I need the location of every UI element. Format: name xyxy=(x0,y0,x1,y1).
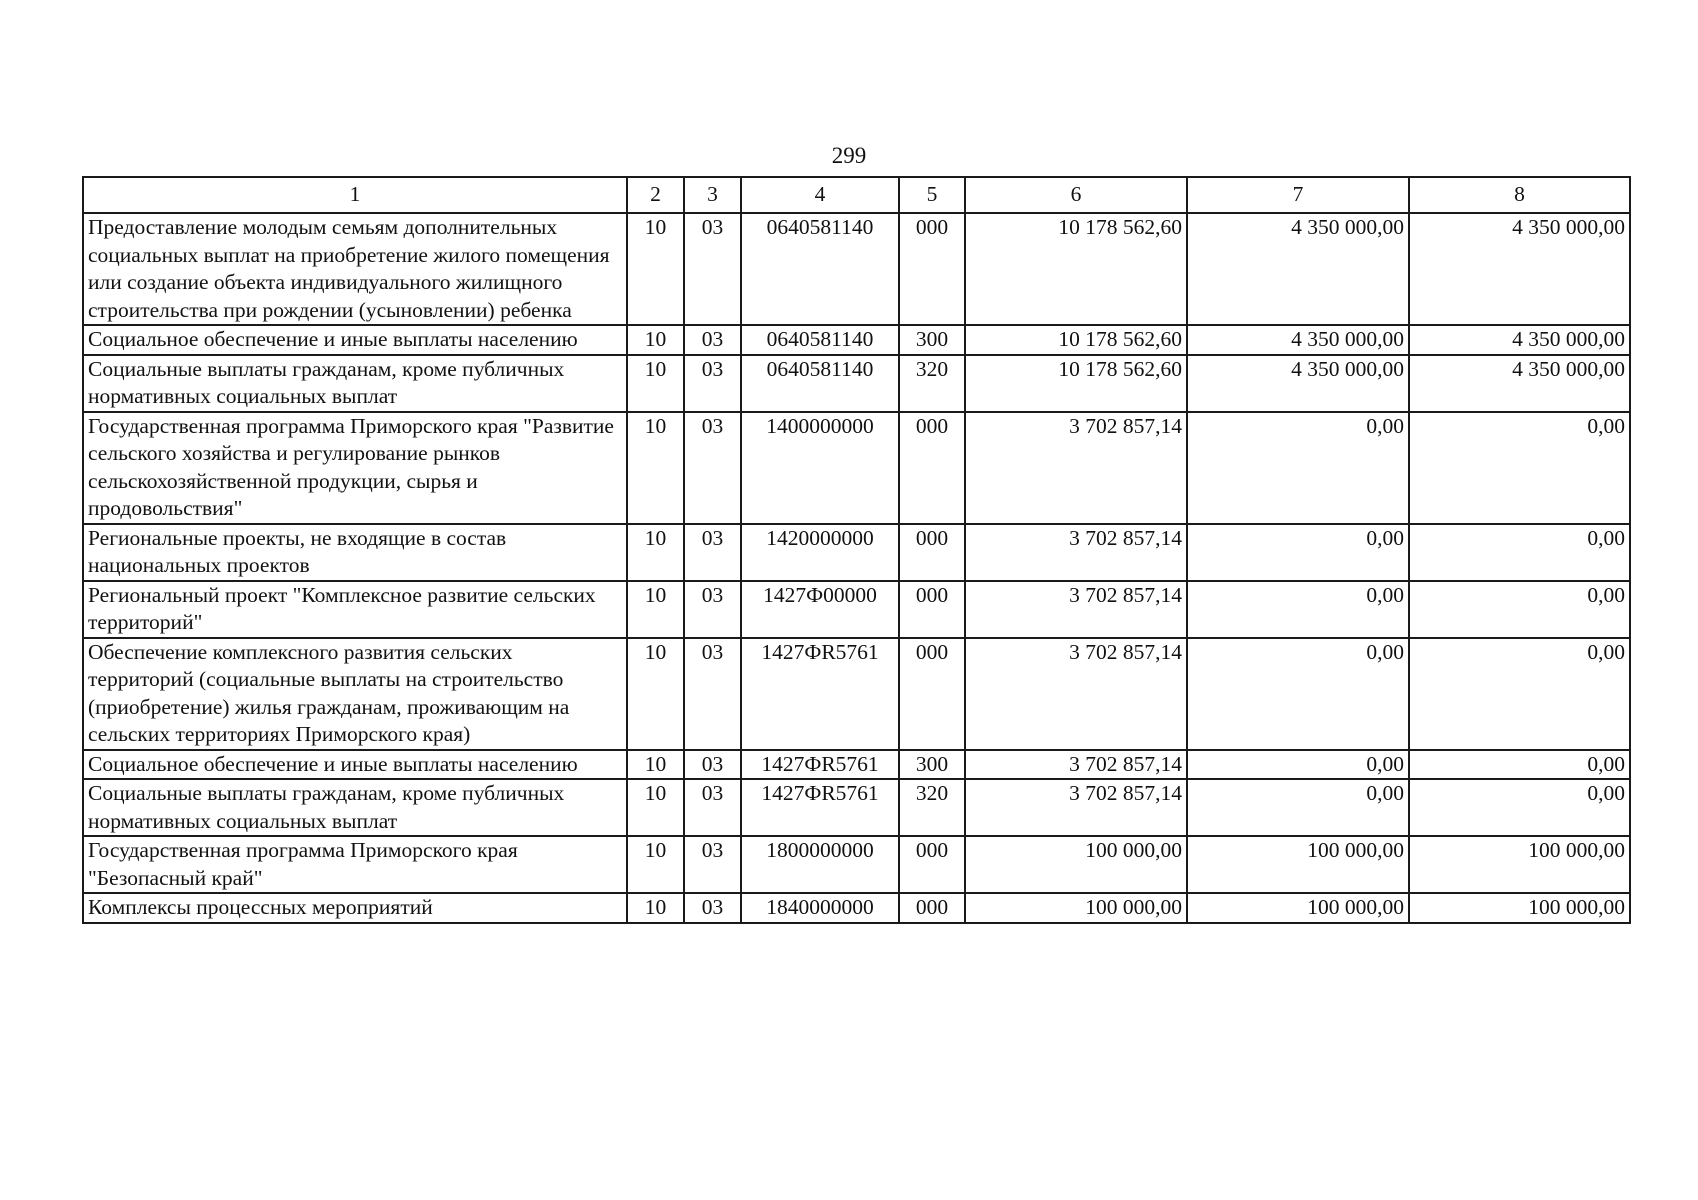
row-target-code: 1400000000 xyxy=(741,412,899,524)
row-amount-col8: 0,00 xyxy=(1409,638,1630,750)
budget-table xyxy=(82,176,1631,924)
row-name: Государственная программа Приморского края "Развитие сельского хозяйства и регулирование рынков сельскохозяйственной продукции, сырья и продовольствия" xyxy=(83,412,627,524)
table-row xyxy=(83,893,1630,923)
row-section: 10 xyxy=(627,836,684,893)
row-section: 10 xyxy=(627,325,684,355)
row-name: Региональный проект "Комплексное развитие сельских территорий" xyxy=(83,581,627,638)
row-section: 10 xyxy=(627,213,684,325)
row-amount-col7: 4 350 000,00 xyxy=(1187,213,1409,325)
row-amount-col7: 0,00 xyxy=(1187,524,1409,581)
row-name: Социальные выплаты гражданам, кроме публичных нормативных социальных выплат xyxy=(83,779,627,836)
row-section: 10 xyxy=(627,638,684,750)
row-expense-type: 000 xyxy=(899,213,965,325)
row-amount-col8: 100 000,00 xyxy=(1409,893,1630,923)
row-expense-type: 000 xyxy=(899,412,965,524)
column-number-row xyxy=(83,177,1630,213)
row-amount-col6: 3 702 857,14 xyxy=(965,412,1187,524)
row-subsection: 03 xyxy=(684,779,741,836)
row-section: 10 xyxy=(627,581,684,638)
row-name: Социальное обеспечение и иные выплаты населению xyxy=(83,325,627,355)
row-name: Предоставление молодым семьям дополнительных социальных выплат на приобретение жилого помещения или создание объекта индивидуального жилищного строительства при рождении (усыновлении) ребенка xyxy=(83,213,627,325)
row-target-code: 1427ФR5761 xyxy=(741,779,899,836)
row-expense-type: 000 xyxy=(899,638,965,750)
row-expense-type: 320 xyxy=(899,355,965,412)
table-row xyxy=(83,325,1630,355)
row-name: Региональные проекты, не входящие в состав национальных проектов xyxy=(83,524,627,581)
column-header: 8 xyxy=(1409,177,1630,213)
row-section: 10 xyxy=(627,779,684,836)
row-amount-col8: 4 350 000,00 xyxy=(1409,355,1630,412)
row-section: 10 xyxy=(627,355,684,412)
row-amount-col8: 4 350 000,00 xyxy=(1409,325,1630,355)
row-target-code: 0640581140 xyxy=(741,213,899,325)
row-amount-col8: 100 000,00 xyxy=(1409,836,1630,893)
row-expense-type: 000 xyxy=(899,836,965,893)
table-row xyxy=(83,638,1630,750)
row-amount-col6: 3 702 857,14 xyxy=(965,750,1187,780)
row-target-code: 1420000000 xyxy=(741,524,899,581)
row-expense-type: 000 xyxy=(899,893,965,923)
row-amount-col6: 3 702 857,14 xyxy=(965,581,1187,638)
row-name: Государственная программа Приморского края "Безопасный край" xyxy=(83,836,627,893)
column-header: 4 xyxy=(741,177,899,213)
row-amount-col6: 10 178 562,60 xyxy=(965,355,1187,412)
row-expense-type: 320 xyxy=(899,779,965,836)
row-amount-col8: 0,00 xyxy=(1409,750,1630,780)
row-subsection: 03 xyxy=(684,325,741,355)
row-target-code: 1427ФR5761 xyxy=(741,750,899,780)
column-header: 5 xyxy=(899,177,965,213)
table-row xyxy=(83,581,1630,638)
row-expense-type: 300 xyxy=(899,750,965,780)
row-subsection: 03 xyxy=(684,750,741,780)
row-name: Обеспечение комплексного развития сельских территорий (социальные выплаты на строительство (приобретение) жилья гражданам, проживающим на сельских территориях Приморского края) xyxy=(83,638,627,750)
row-target-code: 1427Ф00000 xyxy=(741,581,899,638)
row-target-code: 0640581140 xyxy=(741,355,899,412)
row-subsection: 03 xyxy=(684,412,741,524)
row-subsection: 03 xyxy=(684,581,741,638)
table-row xyxy=(83,750,1630,780)
table-row xyxy=(83,524,1630,581)
row-target-code: 1427ФR5761 xyxy=(741,638,899,750)
row-target-code: 1840000000 xyxy=(741,893,899,923)
row-amount-col8: 0,00 xyxy=(1409,581,1630,638)
row-amount-col6: 10 178 562,60 xyxy=(965,325,1187,355)
page-number: 299 xyxy=(831,143,867,168)
table-row xyxy=(83,355,1630,412)
row-expense-type: 000 xyxy=(899,524,965,581)
column-header: 2 xyxy=(627,177,684,213)
row-amount-col6: 100 000,00 xyxy=(965,893,1187,923)
row-amount-col8: 0,00 xyxy=(1409,779,1630,836)
table-row xyxy=(83,213,1630,325)
table-row xyxy=(83,412,1630,524)
table-row xyxy=(83,836,1630,893)
row-section: 10 xyxy=(627,893,684,923)
row-amount-col8: 0,00 xyxy=(1409,524,1630,581)
row-amount-col7: 100 000,00 xyxy=(1187,893,1409,923)
row-name: Комплексы процессных мероприятий xyxy=(83,893,627,923)
row-section: 10 xyxy=(627,412,684,524)
row-subsection: 03 xyxy=(684,836,741,893)
row-amount-col7: 4 350 000,00 xyxy=(1187,355,1409,412)
row-subsection: 03 xyxy=(684,893,741,923)
row-target-code: 0640581140 xyxy=(741,325,899,355)
column-header: 7 xyxy=(1187,177,1409,213)
row-amount-col8: 0,00 xyxy=(1409,412,1630,524)
row-amount-col6: 3 702 857,14 xyxy=(965,524,1187,581)
row-name: Социальное обеспечение и иные выплаты населению xyxy=(83,750,627,780)
row-amount-col7: 0,00 xyxy=(1187,412,1409,524)
row-amount-col7: 4 350 000,00 xyxy=(1187,325,1409,355)
column-header: 3 xyxy=(684,177,741,213)
row-amount-col7: 100 000,00 xyxy=(1187,836,1409,893)
row-amount-col6: 10 178 562,60 xyxy=(965,213,1187,325)
row-amount-col8: 4 350 000,00 xyxy=(1409,213,1630,325)
table-row xyxy=(83,779,1630,836)
row-section: 10 xyxy=(627,524,684,581)
row-subsection: 03 xyxy=(684,524,741,581)
row-subsection: 03 xyxy=(684,638,741,750)
row-amount-col7: 0,00 xyxy=(1187,750,1409,780)
column-header: 6 xyxy=(965,177,1187,213)
row-section: 10 xyxy=(627,750,684,780)
row-subsection: 03 xyxy=(684,213,741,325)
row-amount-col7: 0,00 xyxy=(1187,779,1409,836)
row-amount-col6: 3 702 857,14 xyxy=(965,638,1187,750)
row-name: Социальные выплаты гражданам, кроме публичных нормативных социальных выплат xyxy=(83,355,627,412)
row-subsection: 03 xyxy=(684,355,741,412)
row-amount-col7: 0,00 xyxy=(1187,581,1409,638)
row-target-code: 1800000000 xyxy=(741,836,899,893)
column-header: 1 xyxy=(83,177,627,213)
row-amount-col7: 0,00 xyxy=(1187,638,1409,750)
row-expense-type: 000 xyxy=(899,581,965,638)
row-amount-col6: 100 000,00 xyxy=(965,836,1187,893)
row-amount-col6: 3 702 857,14 xyxy=(965,779,1187,836)
row-expense-type: 300 xyxy=(899,325,965,355)
